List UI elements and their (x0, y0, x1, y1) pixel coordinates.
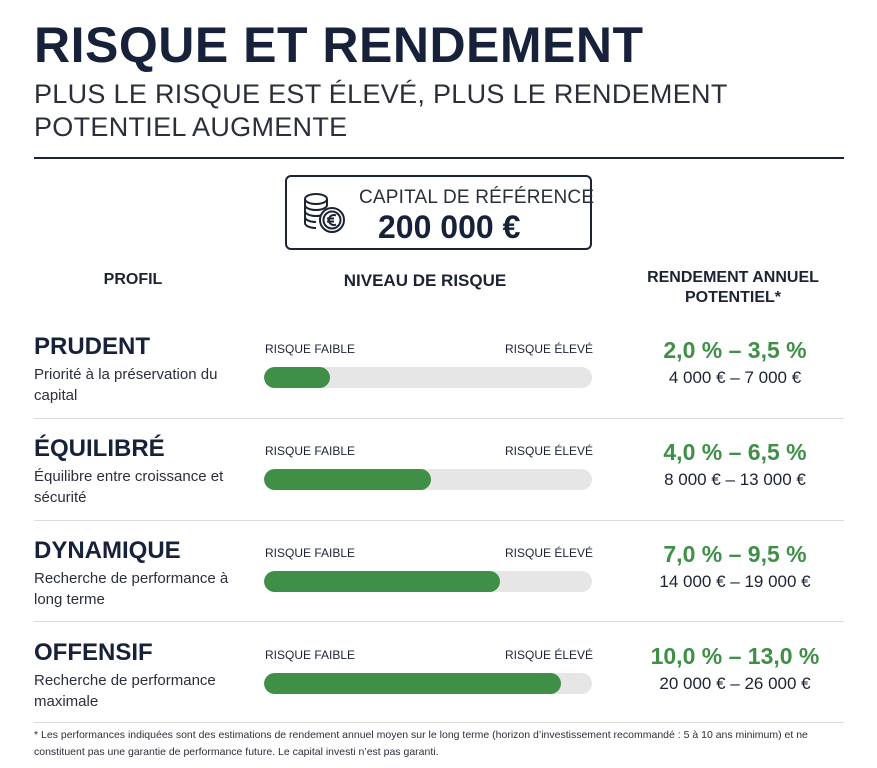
risk-low-label: RISQUE FAIBLE (265, 546, 356, 560)
profile-row-offensif (0, 639, 877, 739)
risk-high-label: RISQUE ÉLEVÉ (505, 444, 594, 458)
column-header-profil: PROFIL (103, 271, 163, 288)
page-title: RISQUE ET RENDEMENT (34, 17, 644, 73)
risk-bar-track (264, 469, 592, 490)
return-percent: 2,0 % – 3,5 % (663, 337, 807, 363)
row-divider (34, 621, 844, 622)
row-divider (34, 418, 844, 419)
risk-bar-fill (264, 673, 561, 694)
risk-bar-track (264, 571, 592, 592)
footnote: * Les performances indiquées sont des estimations de rendement annuel moyen sur le long terme (horizon d’investissement recommandé : 5 à 10 ans minimum) et ne constituent pas une garantie de performance future. Le capital investi n’est pas garanti. (34, 729, 808, 758)
profile-description: Recherche de performance maximale (34, 672, 216, 710)
coins-euro-icon (301, 189, 347, 237)
risk-high-label: RISQUE ÉLEVÉ (505, 342, 594, 356)
profile-description: Recherche de performance à long terme (34, 570, 229, 608)
page-subtitle: PLUS LE RISQUE EST ÉLEVÉ, PLUS LE RENDEMENT POTENTIEL AUGMENTE (34, 79, 728, 142)
row-divider (34, 722, 844, 723)
return-percent: 4,0 % – 6,5 % (663, 439, 807, 465)
return-euros: 14 000 € – 19 000 € (659, 572, 811, 591)
header-divider (34, 157, 844, 159)
profile-name: DYNAMIQUE (34, 537, 181, 564)
return-euros: 20 000 € – 26 000 € (659, 674, 811, 693)
profile-name: ÉQUILIBRÉ (34, 435, 165, 462)
return-percent: 7,0 % – 9,5 % (663, 541, 807, 567)
risk-low-label: RISQUE FAIBLE (265, 648, 356, 662)
return-euros: 8 000 € – 13 000 € (664, 470, 806, 489)
risk-bar-fill (264, 571, 500, 592)
risk-low-label: RISQUE FAIBLE (265, 342, 356, 356)
capital-label: CAPITAL DE RÉFÉRENCE (359, 187, 595, 208)
capital-value: 200 000 € (378, 209, 521, 245)
risk-high-label: RISQUE ÉLEVÉ (505, 546, 594, 560)
return-percent: 10,0 % – 13,0 % (650, 643, 820, 669)
risk-high-label: RISQUE ÉLEVÉ (505, 648, 594, 662)
risk-bar-track (264, 367, 592, 388)
risk-bar-track (264, 673, 592, 694)
profile-row-dynamique (0, 537, 877, 637)
capital-reference-box (285, 175, 595, 250)
profile-description: Priorité à la préservation du capital (34, 366, 218, 404)
profile-name: OFFENSIF (34, 639, 153, 666)
column-header-rendement: RENDEMENT ANNUEL POTENTIEL* (647, 269, 819, 306)
risk-bar-fill (264, 469, 431, 490)
return-euros: 4 000 € – 7 000 € (668, 368, 802, 387)
profile-description: Équilibre entre croissance et sécurité (34, 468, 224, 506)
risk-bar-fill (264, 367, 330, 388)
row-divider (34, 520, 844, 521)
profile-name: PRUDENT (34, 333, 151, 360)
column-header-risque: NIVEAU DE RISQUE (343, 271, 507, 290)
risk-low-label: RISQUE FAIBLE (265, 444, 356, 458)
